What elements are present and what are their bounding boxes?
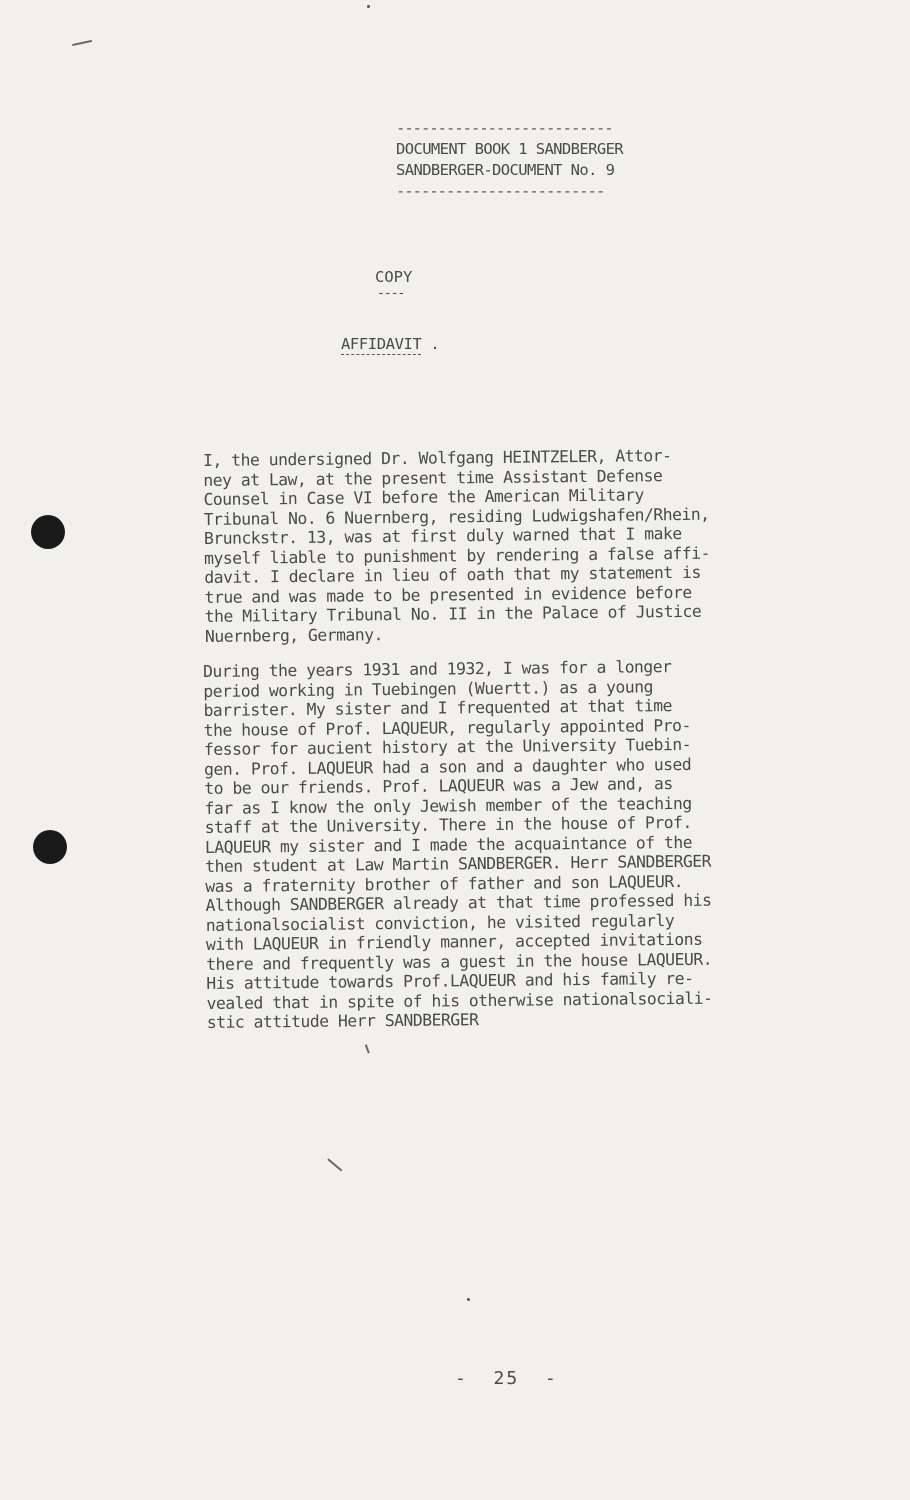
stray-dot — [467, 1298, 470, 1301]
header-dashes-bottom: ------------------------- — [396, 182, 605, 200]
title-text: AFFIDAVIT — [341, 335, 422, 353]
affidavit-paragraph-1: I, the undersigned Dr. Wolfgang HEINTZELER, Attor- ney at Law, at the present time Assistant Defense Counsel in Case VI before the American Military Tribunal No. 6 Nuernberg, residing Ludwigshafen/Rhein, Brunckstr. 13, was at first duly warned that I make myself liable to punishment by rendering a false affi- davit. I declare in lieu of oath that my statement is true and was made to be presented in evidence before the Military Tribunal No. II in the Palace of Justice Nuernberg, Germany. — [203, 446, 711, 646]
stray-mark — [328, 1158, 343, 1171]
punch-hole-bottom — [33, 830, 67, 864]
affidavit-paragraph-2: During the years 1931 and 1932, I was for a longer period working in Tuebingen (Wuertt.) as a young barrister. My sister and I frequented at that time the house of Prof. LAQUEUR, regularly appointed Pro- fessor for aucient history at the University Tuebin- gen. Prof. LAQUEUR had a son and a daughter who used to be our friends. Prof. LAQUEUR was a Jew and, as far as I know the only Jewish member of the teaching staff at the University. There in the house of Prof. LAQUEUR my sister and I made the acquaintance of the then student at Law Martin SANDBERGER. Herr SANDBERGER was a fraternity brother of father and son LAQUEUR. Although SANDBERGER already at that time professed his nationalsocialist conviction, he visited regularly with LAQUEUR in friendly manner, accepted invitations there and frequently was a guest in the house LAQUEUR. His attitude towards Prof.LAQUEUR and his family re- vealed that in spite of his otherwise nationalsociali- stic attitude Herr SANDBERGER — [203, 657, 713, 1032]
header-line-2: SANDBERGER-DOCUMENT No. 9 — [396, 161, 615, 179]
copy-underline: ---- — [377, 286, 405, 301]
stray-mark — [72, 40, 92, 46]
header-dashes-top: -------------------------- — [396, 119, 613, 137]
copy-label: COPY — [375, 268, 413, 286]
header-line-1: DOCUMENT BOOK 1 SANDBERGER — [396, 140, 624, 158]
stray-dot — [367, 5, 370, 8]
document-header — [396, 118, 706, 202]
title-trailing: . — [421, 335, 440, 353]
page-number: - 25 - — [455, 1368, 558, 1389]
stray-mark — [365, 1044, 369, 1053]
page-title — [341, 335, 439, 353]
punch-hole-top — [31, 515, 65, 549]
